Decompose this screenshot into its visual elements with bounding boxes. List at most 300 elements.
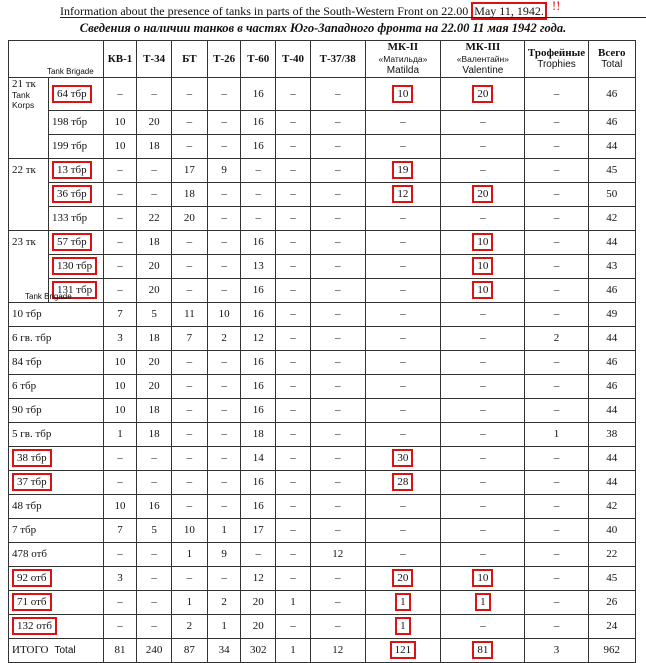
highlight-box: 20 — [472, 185, 493, 203]
value-cell: – — [276, 422, 311, 446]
value-cell: 20 — [137, 254, 172, 278]
value-cell: – — [365, 494, 441, 518]
value-cell: – — [310, 350, 365, 374]
table-row — [9, 206, 636, 230]
value-cell: 45 — [588, 158, 635, 182]
value-cell: – — [310, 398, 365, 422]
value-cell: 46 — [588, 110, 635, 134]
column-header — [241, 41, 276, 78]
value-cell: 34 — [207, 638, 241, 662]
value-cell — [441, 254, 525, 278]
value-cell: – — [441, 446, 525, 470]
column-header — [103, 41, 137, 78]
value-cell: – — [276, 494, 311, 518]
value-cell: – — [172, 230, 208, 254]
column-header — [525, 41, 588, 78]
value-cell: 24 — [588, 614, 635, 638]
value-cell: – — [103, 158, 137, 182]
value-cell: – — [365, 350, 441, 374]
highlight-box: 131 тбр — [52, 281, 97, 299]
value-cell: 10 — [103, 134, 137, 158]
value-cell: – — [365, 302, 441, 326]
column-header-en: Matilda — [386, 65, 420, 76]
value-cell: – — [207, 78, 241, 111]
value-cell — [365, 614, 441, 638]
value-cell: 9 — [207, 542, 241, 566]
value-cell: 9 — [207, 158, 241, 182]
value-cell: – — [172, 134, 208, 158]
value-cell: 12 — [241, 566, 276, 590]
value-cell: – — [525, 110, 588, 134]
value-cell: 240 — [137, 638, 172, 662]
value-cell: 44 — [588, 446, 635, 470]
value-cell: – — [310, 110, 365, 134]
highlight-box: 19 — [392, 161, 413, 179]
value-cell: 20 — [172, 206, 208, 230]
unit-label: 7 тбр — [12, 524, 37, 536]
value-cell — [441, 278, 525, 302]
column-header — [365, 41, 441, 78]
table-row — [9, 230, 636, 254]
column-header-en: Trophies — [537, 59, 576, 70]
value-cell: – — [365, 398, 441, 422]
value-cell: – — [441, 206, 525, 230]
value-cell: 20 — [137, 278, 172, 302]
column-header-label: БТ — [182, 53, 197, 65]
column-header — [588, 41, 635, 78]
table-row — [9, 350, 636, 374]
corps-cell — [9, 254, 49, 278]
date-highlight: May 11, 1942. — [471, 2, 547, 20]
value-cell: 16 — [241, 134, 276, 158]
table-row — [9, 566, 636, 590]
value-cell: 2 — [207, 590, 241, 614]
value-cell — [365, 78, 441, 111]
value-cell: 87 — [172, 638, 208, 662]
value-cell: – — [172, 278, 208, 302]
value-cell: – — [525, 302, 588, 326]
value-cell: 10 — [172, 518, 208, 542]
value-cell: – — [207, 374, 241, 398]
value-cell: 44 — [588, 326, 635, 350]
column-header — [137, 41, 172, 78]
value-cell: – — [276, 374, 311, 398]
unit-label: 10 тбр — [12, 308, 42, 320]
column-header-sub: «Матильда» — [378, 54, 428, 64]
value-cell: 2 — [525, 326, 588, 350]
value-cell: – — [441, 374, 525, 398]
value-cell: – — [365, 542, 441, 566]
value-cell: – — [172, 350, 208, 374]
highlight-box: 10 — [472, 233, 493, 251]
value-cell: – — [241, 182, 276, 206]
value-cell: 2 — [207, 326, 241, 350]
value-cell: – — [137, 614, 172, 638]
value-cell: – — [441, 302, 525, 326]
table-row — [9, 326, 636, 350]
value-cell: 3 — [103, 326, 137, 350]
value-cell: – — [310, 278, 365, 302]
value-cell: 20 — [137, 350, 172, 374]
value-cell: 46 — [588, 350, 635, 374]
value-cell: – — [241, 158, 276, 182]
value-cell: 1 — [207, 518, 241, 542]
value-cell: – — [441, 398, 525, 422]
value-cell: – — [276, 350, 311, 374]
value-cell: 16 — [241, 350, 276, 374]
value-cell: 10 — [103, 494, 137, 518]
value-cell: – — [441, 422, 525, 446]
tank-brigade-label: Tank Brigade — [25, 291, 72, 301]
value-cell: – — [103, 446, 137, 470]
value-cell: 962 — [588, 638, 635, 662]
value-cell: 3 — [525, 638, 588, 662]
value-cell: 3 — [103, 566, 137, 590]
value-cell: – — [365, 518, 441, 542]
corps-cell — [9, 134, 49, 158]
value-cell: – — [276, 470, 311, 494]
value-cell: 42 — [588, 206, 635, 230]
value-cell: – — [441, 158, 525, 182]
unit-label: 84 тбр — [12, 356, 42, 368]
value-cell: 46 — [588, 278, 635, 302]
highlight-box: 12 — [392, 185, 413, 203]
value-cell: – — [525, 398, 588, 422]
value-cell: – — [310, 182, 365, 206]
value-cell: – — [525, 78, 588, 111]
value-cell: – — [137, 590, 172, 614]
corps-cell — [9, 206, 49, 230]
value-cell: – — [525, 158, 588, 182]
highlight-box: 30 — [392, 449, 413, 467]
value-cell: – — [441, 326, 525, 350]
value-cell: – — [276, 110, 311, 134]
value-cell: – — [207, 494, 241, 518]
table-row — [9, 158, 636, 182]
unit-label: 48 тбр — [12, 500, 42, 512]
value-cell: 5 — [137, 518, 172, 542]
value-cell: 81 — [103, 638, 137, 662]
value-cell: – — [441, 542, 525, 566]
highlight-box: 1 — [475, 593, 491, 611]
value-cell: – — [103, 182, 137, 206]
unit-cell — [9, 350, 104, 374]
table-row — [9, 446, 636, 470]
value-cell: – — [525, 134, 588, 158]
highlight-box: 38 тбр — [12, 449, 52, 467]
value-cell — [365, 446, 441, 470]
unit-cell — [48, 230, 103, 254]
value-cell: – — [207, 566, 241, 590]
value-cell: – — [525, 590, 588, 614]
value-cell: – — [276, 158, 311, 182]
value-cell: – — [207, 278, 241, 302]
value-cell: 13 — [241, 254, 276, 278]
value-cell: – — [207, 230, 241, 254]
value-cell: 18 — [137, 398, 172, 422]
highlight-box: 10 — [392, 85, 413, 103]
tank-korps-label2: Korps — [12, 100, 35, 110]
table-header — [9, 41, 636, 78]
value-cell: – — [172, 254, 208, 278]
value-cell: 50 — [588, 182, 635, 206]
value-cell — [365, 638, 441, 662]
value-cell: – — [276, 614, 311, 638]
value-cell: – — [276, 254, 311, 278]
highlight-box: 64 тбр — [52, 85, 92, 103]
value-cell: – — [103, 78, 137, 111]
column-header — [310, 41, 365, 78]
value-cell: – — [525, 374, 588, 398]
value-cell: 12 — [310, 542, 365, 566]
value-cell — [441, 566, 525, 590]
value-cell: 7 — [103, 302, 137, 326]
value-cell — [365, 566, 441, 590]
table-row — [9, 494, 636, 518]
value-cell: 16 — [241, 278, 276, 302]
value-cell: 46 — [588, 374, 635, 398]
value-cell: 16 — [241, 494, 276, 518]
value-cell: 5 — [137, 302, 172, 326]
highlight-box: 10 — [472, 281, 493, 299]
value-cell: 20 — [137, 374, 172, 398]
unit-cell — [9, 614, 104, 638]
english-header — [60, 0, 561, 19]
value-cell: – — [137, 78, 172, 111]
value-cell: 44 — [588, 134, 635, 158]
value-cell: 18 — [137, 326, 172, 350]
highlight-box: 1 — [395, 617, 411, 635]
value-cell: – — [103, 206, 137, 230]
unit-cell — [9, 422, 104, 446]
unit-cell — [9, 518, 104, 542]
value-cell: – — [137, 542, 172, 566]
value-cell: – — [276, 446, 311, 470]
value-cell: – — [441, 134, 525, 158]
table-row — [9, 614, 636, 638]
value-cell: 1 — [207, 614, 241, 638]
value-cell: – — [172, 470, 208, 494]
value-cell: 22 — [137, 206, 172, 230]
value-cell: – — [207, 110, 241, 134]
column-header-label: Т-40 — [282, 53, 304, 65]
value-cell: 14 — [241, 446, 276, 470]
value-cell: – — [441, 614, 525, 638]
value-cell: – — [172, 494, 208, 518]
corps-label: 23 тк — [12, 236, 36, 249]
unit-cell — [9, 398, 104, 422]
value-cell: – — [276, 302, 311, 326]
value-cell: 18 — [137, 134, 172, 158]
value-cell: – — [103, 230, 137, 254]
tank-brigade-label: Tank Brigade — [46, 67, 94, 76]
value-cell: – — [441, 350, 525, 374]
value-cell: 20 — [241, 614, 276, 638]
value-cell: – — [103, 278, 137, 302]
unit-label: 5 гв. тбр — [12, 428, 52, 440]
value-cell: 18 — [137, 230, 172, 254]
value-cell — [365, 470, 441, 494]
highlight-box: 130 тбр — [52, 257, 97, 275]
value-cell: – — [172, 374, 208, 398]
column-header — [207, 41, 241, 78]
unit-cell — [9, 590, 104, 614]
column-header-label: Т-26 — [213, 53, 236, 65]
corps-cell — [9, 78, 49, 111]
table-row — [9, 398, 636, 422]
value-cell: – — [525, 518, 588, 542]
value-cell: 10 — [103, 110, 137, 134]
unit-cell — [48, 206, 103, 230]
value-cell: – — [276, 134, 311, 158]
value-cell: – — [525, 566, 588, 590]
value-cell: – — [103, 614, 137, 638]
value-cell: 1 — [103, 422, 137, 446]
corps-cell — [9, 110, 49, 134]
value-cell: – — [365, 374, 441, 398]
unit-label: 90 тбр — [12, 404, 42, 416]
column-header-label: КВ-1 — [107, 53, 133, 65]
value-cell: – — [276, 542, 311, 566]
value-cell: – — [365, 134, 441, 158]
value-cell: 10 — [103, 350, 137, 374]
value-cell: – — [525, 278, 588, 302]
unit-cell — [9, 374, 104, 398]
value-cell: – — [365, 230, 441, 254]
unit-label: 133 тбр — [51, 212, 88, 224]
unit-cell — [9, 326, 104, 350]
value-cell: – — [310, 614, 365, 638]
highlight-box: 57 тбр — [52, 233, 92, 251]
unit-cell — [9, 542, 104, 566]
column-header-label: Всего — [598, 47, 626, 59]
value-cell: – — [525, 182, 588, 206]
value-cell: – — [276, 518, 311, 542]
value-cell: – — [276, 566, 311, 590]
column-header-sub: «Валентайн» — [456, 54, 509, 64]
table-row — [9, 374, 636, 398]
value-cell: 16 — [241, 470, 276, 494]
table-row — [9, 470, 636, 494]
highlight-box: 20 — [472, 85, 493, 103]
unit-label: 478 отб — [12, 548, 48, 560]
value-cell: 20 — [241, 590, 276, 614]
unit-label: ИТОГО — [12, 644, 49, 656]
value-cell: 44 — [588, 398, 635, 422]
unit-label: 198 тбр — [51, 116, 88, 128]
value-cell: – — [137, 470, 172, 494]
value-cell: – — [137, 182, 172, 206]
value-cell: 1 — [172, 542, 208, 566]
value-cell: – — [137, 446, 172, 470]
value-cell: – — [207, 206, 241, 230]
unit-label: 6 тбр — [12, 380, 37, 392]
column-header — [172, 41, 208, 78]
value-cell: – — [276, 278, 311, 302]
value-cell: 16 — [241, 398, 276, 422]
value-cell: – — [310, 78, 365, 111]
table-row — [9, 78, 636, 111]
highlight-box: 10 — [472, 569, 493, 587]
value-cell: 45 — [588, 566, 635, 590]
value-cell: – — [103, 542, 137, 566]
table-row — [9, 278, 636, 302]
value-cell: 49 — [588, 302, 635, 326]
value-cell: – — [525, 206, 588, 230]
value-cell: – — [310, 158, 365, 182]
unit-cell — [9, 638, 104, 662]
russian-title: Сведения о наличии танков в частях Юго-Западного фронта на 22.00 11 мая 1942 года. — [79, 21, 567, 35]
value-cell: 43 — [588, 254, 635, 278]
exclamation-marks: !! — [551, 0, 561, 13]
value-cell: – — [365, 278, 441, 302]
value-cell — [365, 182, 441, 206]
value-cell: – — [441, 110, 525, 134]
value-cell: 10 — [103, 374, 137, 398]
table-row — [9, 518, 636, 542]
value-cell: 16 — [241, 230, 276, 254]
table-row — [9, 542, 636, 566]
unit-cell — [9, 446, 104, 470]
value-cell: – — [172, 566, 208, 590]
value-cell — [365, 590, 441, 614]
highlight-box: 36 тбр — [52, 185, 92, 203]
value-cell: 18 — [172, 182, 208, 206]
value-cell: 1 — [525, 422, 588, 446]
value-cell: 16 — [241, 302, 276, 326]
value-cell: 12 — [310, 638, 365, 662]
table-row — [9, 110, 636, 134]
value-cell: – — [525, 614, 588, 638]
value-cell: – — [207, 398, 241, 422]
value-cell: – — [276, 398, 311, 422]
unit-cell — [9, 494, 104, 518]
value-cell: 17 — [241, 518, 276, 542]
value-cell: – — [310, 470, 365, 494]
column-header — [276, 41, 311, 78]
value-cell: – — [103, 470, 137, 494]
unit-cell — [46, 67, 103, 111]
value-cell: – — [172, 78, 208, 111]
value-cell: 40 — [588, 518, 635, 542]
value-cell: – — [310, 206, 365, 230]
value-cell: 10 — [207, 302, 241, 326]
highlight-box: 20 — [392, 569, 413, 587]
table-row — [9, 134, 636, 158]
highlight-box: 28 — [392, 473, 413, 491]
highlight-box: 1 — [395, 593, 411, 611]
value-cell: – — [365, 422, 441, 446]
highlight-box: 10 — [472, 257, 493, 275]
value-cell: – — [207, 446, 241, 470]
unit-cell — [48, 254, 103, 278]
highlight-box: 92 отб — [12, 569, 52, 587]
value-cell: – — [310, 518, 365, 542]
value-cell: – — [310, 254, 365, 278]
value-cell: 22 — [588, 542, 635, 566]
value-cell: – — [365, 206, 441, 230]
table-row — [9, 302, 636, 326]
value-cell: – — [172, 398, 208, 422]
value-cell: – — [276, 78, 311, 111]
highlight-box: 13 тбр — [52, 161, 92, 179]
value-cell: 7 — [103, 518, 137, 542]
value-cell: – — [137, 158, 172, 182]
corps-cell — [9, 182, 49, 206]
value-cell: – — [310, 590, 365, 614]
corps-cell — [9, 230, 49, 254]
value-cell: – — [172, 110, 208, 134]
